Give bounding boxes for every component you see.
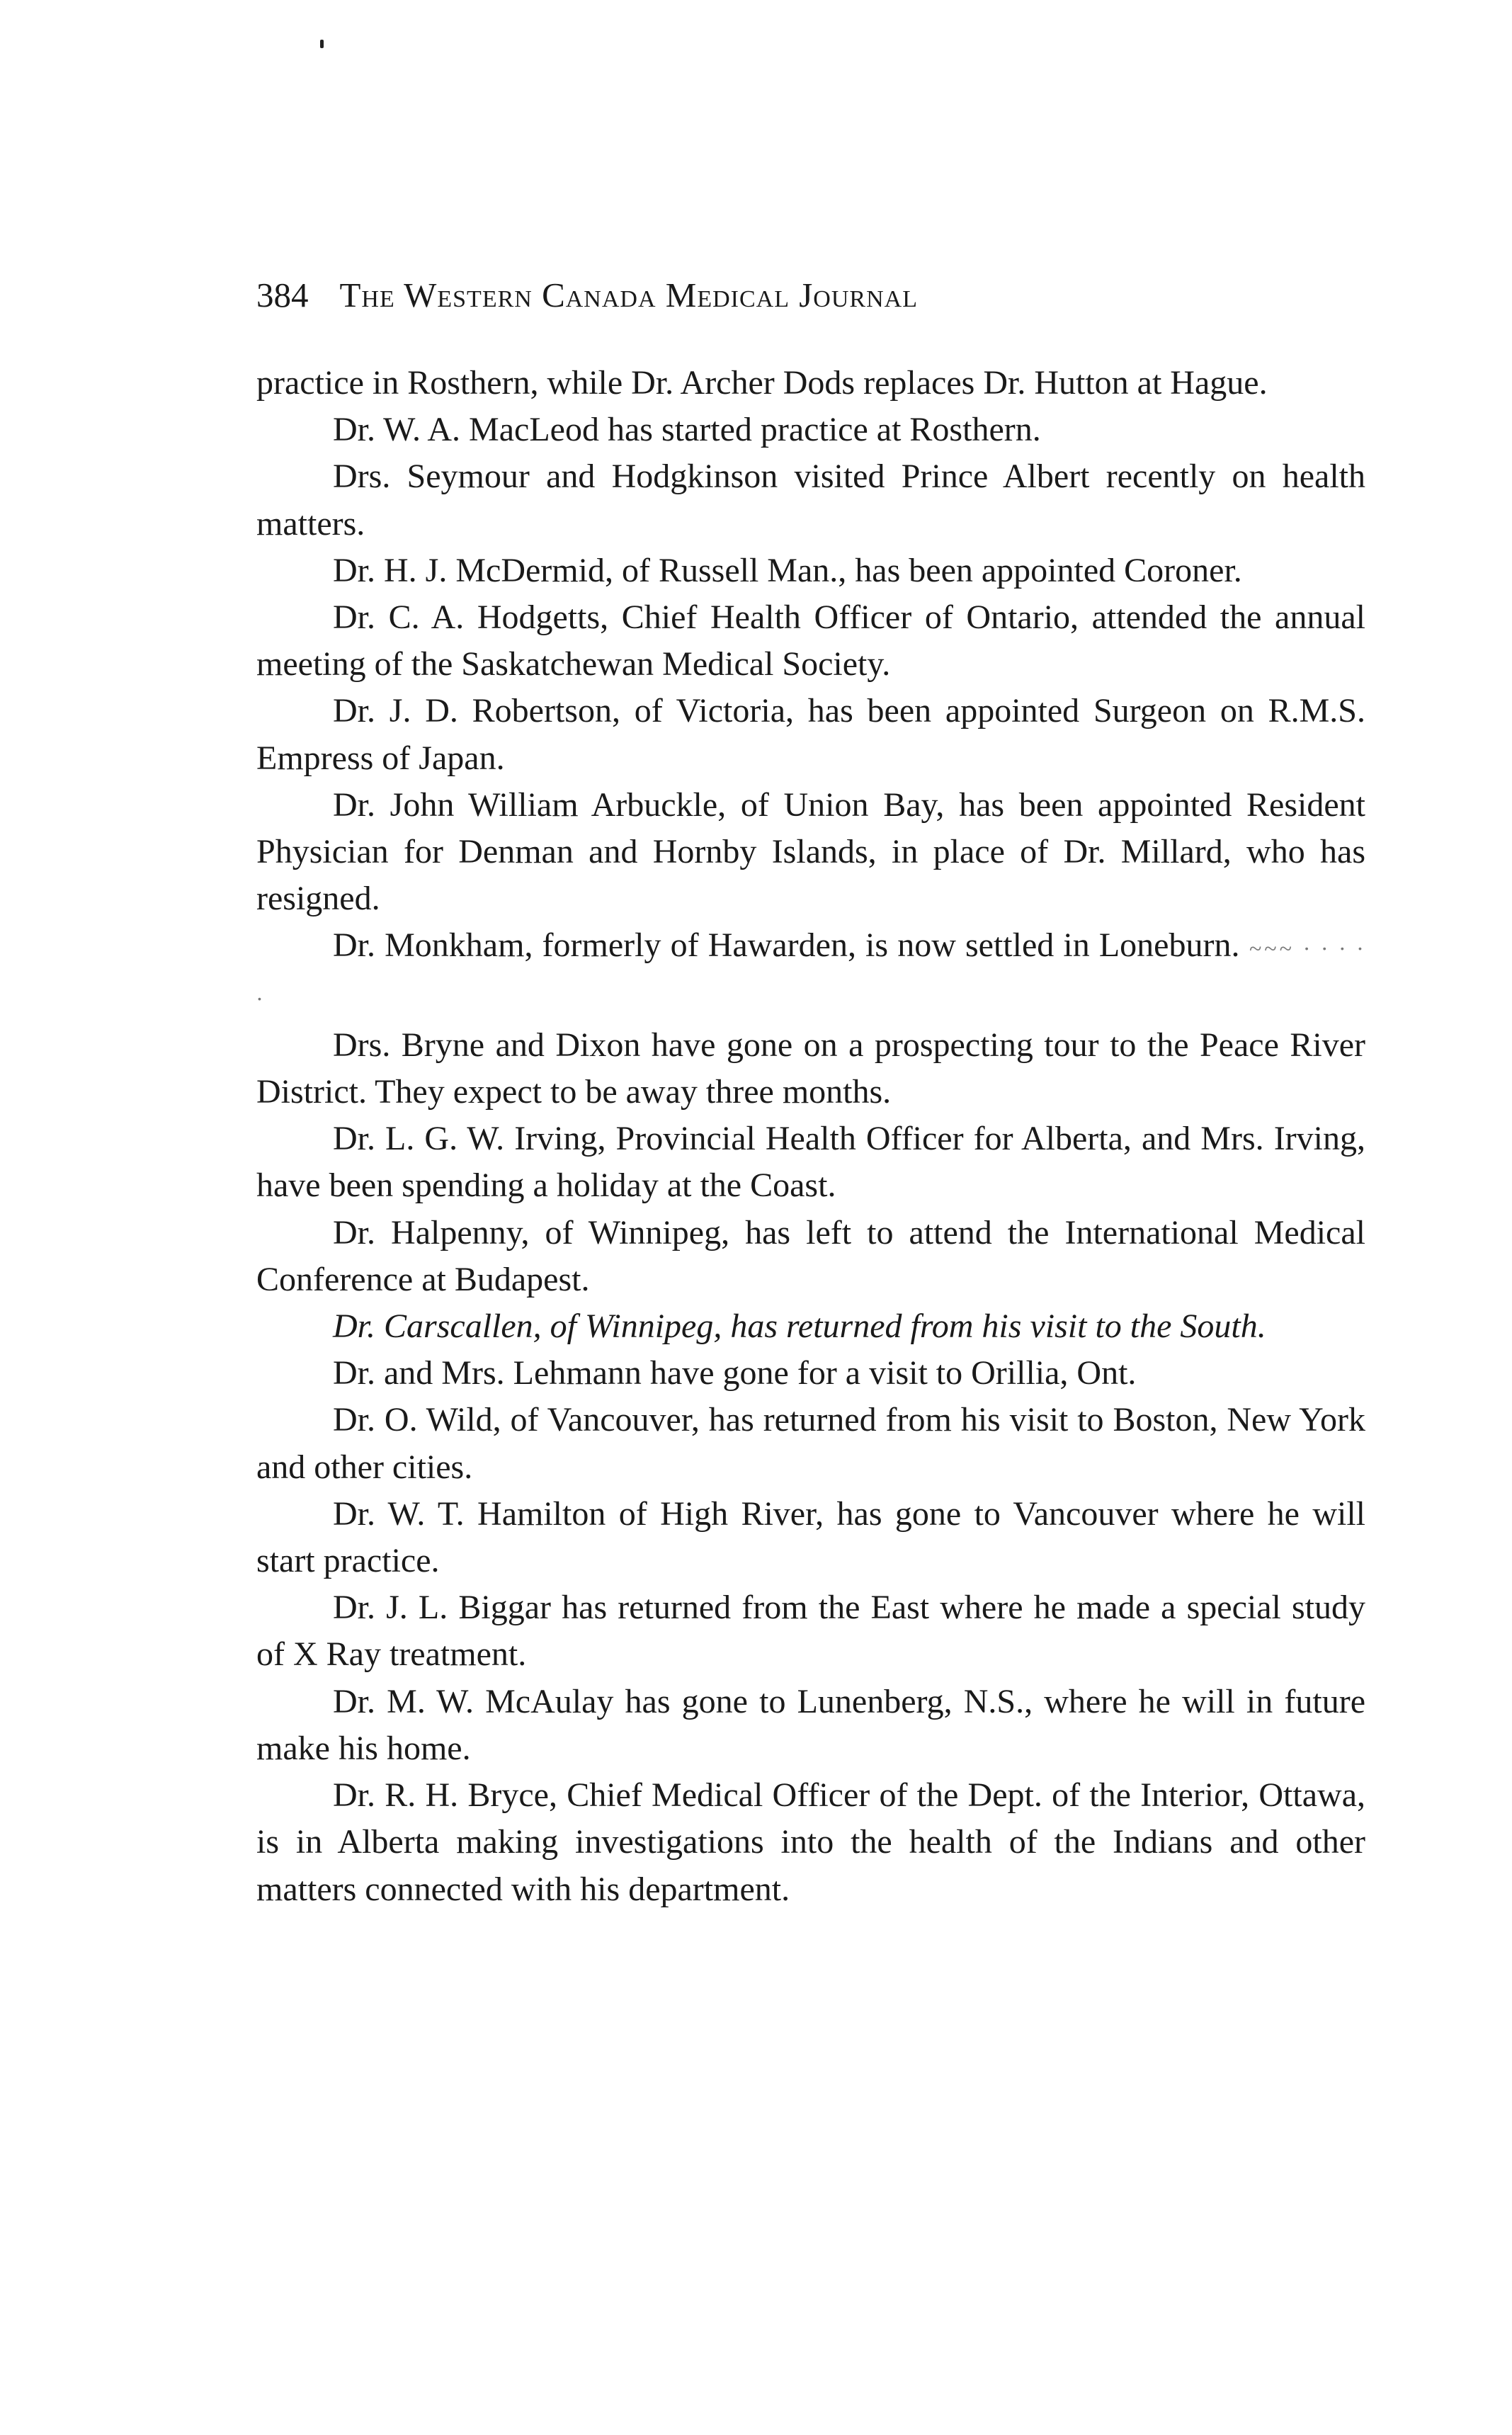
paragraph-monkham (256, 922, 1365, 1021)
paragraph-bryce: Dr. R. H. Bryce, Chief Medical Officer of the Dept. of the Interior, Ottawa, is in Alberta making investigations into the health of the Indians and other matters connected with his department. (256, 1776, 1365, 1908)
paragraph-wild: Dr. O. Wild, of Vancouver, has returned from his visit to Boston, New York and other cities. (256, 1401, 1365, 1486)
paragraph-lehmann: Dr. and Mrs. Lehmann have gone for a visit to Orillia, Ont. (333, 1354, 1137, 1392)
paragraph-hamilton: Dr. W. T. Hamilton of High River, has gone to Vancouver where he will start practice. (256, 1494, 1365, 1580)
ink-speck (320, 40, 324, 48)
page-number: 384 (256, 276, 309, 314)
handwritten-scribble: ~~~ · · · · · (256, 936, 1366, 1011)
journal-title: The Western Canada Medical Journal (339, 276, 918, 314)
paragraph-carscallen: Dr. Carscallen, of Winnipeg, has returned from his visit to the South. (333, 1307, 1266, 1346)
running-header (256, 278, 1361, 312)
paragraph-macleod: Dr. W. A. MacLeod has started practice at Rosthern. (333, 411, 1041, 449)
paragraph-mcdermid: Dr. H. J. McDermid, of Russell Man., has been appointed Coroner. (333, 551, 1242, 589)
paragraph-biggar: Dr. J. L. Biggar has returned from the East where he made a special study of X Ray treatment. (256, 1589, 1365, 1674)
paragraph-archer-dods: practice in Rosthern, while Dr. Archer Dods replaces Dr. Hutton at Hague. (256, 364, 1268, 402)
paragraph-monkham-text: Dr. Monkham, formerly of Hawarden, is now settled in Loneburn. (333, 926, 1240, 965)
article-body (256, 360, 1365, 1913)
paragraph-arbuckle: Dr. John William Arbuckle, of Union Bay, has been appointed Resident Physician for Denman and Hornby Islands, in place of Dr. Millard, who has resigned. (256, 785, 1365, 918)
paragraph-seymour-hodgkinson: Drs. Seymour and Hodgkinson visited Prince Albert recently on health matters. (256, 458, 1365, 543)
paragraph-mcaulay: Dr. M. W. McAulay has gone to Lunenberg, N.S., where he will in future make his home. (256, 1682, 1365, 1767)
paragraph-irving: Dr. L. G. W. Irving, Provincial Health Officer for Alberta, and Mrs. Irving, have been spending a holiday at the Coast. (256, 1120, 1365, 1205)
paragraph-robertson: Dr. J. D. Robertson, of Victoria, has been appointed Surgeon on R.M.S. Empress of Japan. (256, 692, 1365, 777)
paragraph-halpenny: Dr. Halpenny, of Winnipeg, has left to attend the International Medical Conference at Budapest. (256, 1213, 1365, 1298)
paragraph-bryne-dixon: Drs. Bryne and Dixon have gone on a prospecting tour to the Peace River District. They expect to be away three months. (256, 1026, 1365, 1111)
paragraph-hodgetts: Dr. C. A. Hodgetts, Chief Health Officer of Ontario, attended the annual meeting of the Saskatchewan Medical Society. (256, 598, 1365, 683)
